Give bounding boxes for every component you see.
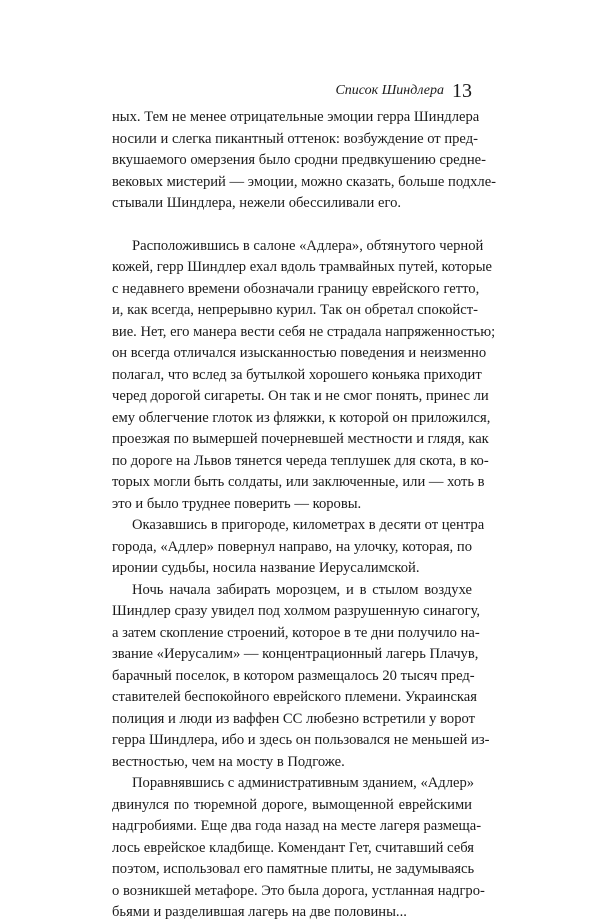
text-line: двинулся по тюремной дороге, вымощенной еврейскими (112, 796, 472, 813)
text-line: Ночь начала забирать морозцем, и в стылом воздухе (132, 581, 472, 598)
text-line: о возникшей метафоре. Это была дорога, устланная надгро- (112, 882, 485, 899)
text-line: барачный поселок, в котором размещалось 20 тысяч пред- (112, 667, 475, 684)
text-line: ставителей беспокойного еврейского племени. Украинская (112, 689, 477, 705)
text-line: лось еврейское кладбище. Комендант Гет, считавший себя (112, 839, 474, 856)
text-line: полиция и люди из ваффен СС любезно встретили у ворот (112, 710, 475, 727)
text-line: и, как всегда, непрерывно курил. Так он обретал спокойст- (112, 302, 478, 318)
text-line: вкушаемого омерзения было сродни предвкушению средне- (112, 152, 486, 168)
text-line: торых могли быть солдаты, или заключенные, или — хоть в (112, 474, 485, 490)
paragraph (112, 107, 497, 215)
paragraph (112, 773, 485, 924)
text-line: Расположившись в салоне «Адлера», обтянутого черной (132, 237, 484, 254)
text-line: вековых мистерий — эмоции, можно сказать, больше подхле- (112, 173, 497, 190)
body-text (112, 107, 497, 924)
text-line: черед дорогой сигареты. Он так и не смог понять, принес ли (112, 388, 489, 404)
running-header (112, 80, 472, 103)
text-line: герра Шиндлера, ибо и здесь он пользовался не меньшей из- (112, 732, 490, 748)
text-line: а затем скопление строений, которое в те дни получило на- (112, 624, 480, 641)
text-line: иронии судьбы, носила название Иерусалимской. (112, 560, 420, 576)
text-line: города, «Адлер» повернул направо, на улочку, которая, по (112, 538, 472, 555)
text-line: проезжая по вымершей почерневшей местности и глядя, как (112, 431, 489, 447)
text-line: стывали Шиндлера, нежели обессиливали его. (112, 195, 402, 211)
text-line: Поравнявшись с административным зданием, «Адлер» (132, 775, 475, 791)
text-line: ему облегчение глоток из фляжки, к которой он приложился, (112, 409, 491, 426)
text-line: он всегда отличался изысканностью поведения и неизменно (112, 345, 487, 361)
text-line: по дороге на Львов тянется череда теплушек для скота, в ко- (112, 452, 489, 469)
text-line: носили и слегка пикантный оттенок: возбуждение от пред- (112, 130, 479, 147)
text-line: Шиндлер сразу увидел под холмом разрушенную синагогу, (112, 603, 481, 619)
text-line: вие. Нет, его манера вести себя не страдала напряженностью; (112, 323, 496, 340)
text-line: бьями и разделившая лагерь на две половины... (112, 904, 407, 920)
text-line: вестностью, чем на мосту в Подгоже. (112, 753, 345, 770)
page-number: 13 (452, 80, 472, 102)
paragraph (112, 236, 496, 516)
paragraph (112, 580, 490, 774)
text-line: полагал, что вслед за бутылкой хорошего коньяка приходит (112, 366, 482, 383)
text-line: ных. Тем не менее отрицательные эмоции герра Шиндлера (112, 109, 480, 125)
text-line: это и было труднее поверить — коровы. (112, 495, 362, 512)
text-line: звание «Иерусалим» — концентрационный лагерь Плачув, (112, 646, 479, 662)
text-line: надгробиями. Еще два года назад на месте лагеря размеща- (112, 818, 482, 834)
paragraph (112, 515, 485, 580)
text-line: поэтом, использовал его памятные плиты, не задумываясь (112, 861, 475, 877)
text-line: кожей, герр Шиндлер ехал вдоль трамвайных путей, которые (112, 259, 493, 275)
text-line: Оказавшись в пригороде, километрах в десяти от центра (132, 517, 485, 533)
text-line: с недавнего времени обозначали границу еврейского гетто, (112, 280, 480, 297)
running-header-title: Список Шиндлера (335, 83, 444, 98)
